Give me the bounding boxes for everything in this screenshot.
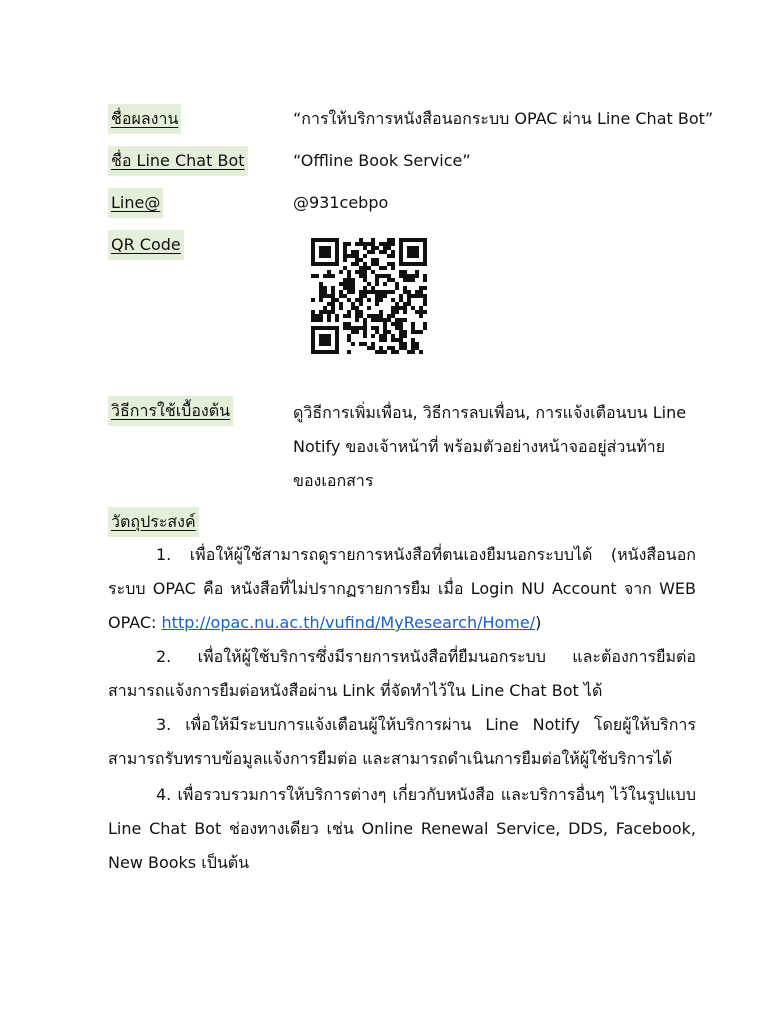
objectives-label: วัตถุประสงค์ [108,507,199,537]
objective-text: 4. เพื่อรวบรวมการให้บริการต่างๆ เกี่ยวกับหนังสือ และบริการอื่นๆ ไว้ในรูปแบบ Line Chat Bot ช่องทางเดียว เช่น Online Renewal Service, DDS, Facebook, New Books เป็นต้น [108,785,696,872]
usage-line: ดูวิธีการเพิ่มเพื่อน, วิธีการลบเพื่อน, การแจ้งเตือนบน Line [293,403,687,422]
opac-link[interactable]: http://opac.nu.ac.th/vufind/MyResearch/Home/ [161,613,536,632]
usage-description [293,396,713,498]
usage-line: ของเอกสาร [293,471,374,490]
usage-line: Notify ของเจ้าหน้าที่ พร้อมตัวอย่างหน้าจออยู่ส่วนท้าย [293,437,666,456]
title-value: “การให้บริการหนังสือนอกระบบ OPAC ผ่าน Line Chat Bot” [293,109,714,128]
objective-item-1 [108,538,696,640]
usage-label: วิธีการใช้เบื้องต้น [108,396,233,426]
title-label: ชื่อผลงาน [108,104,181,134]
objective-item-2 [108,640,696,708]
qr-code-icon[interactable] [309,238,429,354]
chatbot-name-label: ชื่อ Line Chat Bot [108,146,248,176]
line-id-value: @931cebpo [293,193,389,212]
chatbot-name-value: “Offline Book Service” [293,151,471,170]
objective-text: 3. เพื่อให้มีระบบการแจ้งเตือนผู้ให้บริการผ่าน Line Notify โดยผู้ให้บริการสามารถรับทราบข้อมูลแจ้งการยืมต่อ และสามารถดำเนินการยืมต่อให้ผู้ใช้บริการได้ [108,715,696,768]
objective-text-end: ) [535,613,542,632]
line-id-label: Line@ [108,188,163,218]
qr-code-label: QR Code [108,230,184,260]
objective-item-4 [108,778,696,880]
objective-text: 2. เพื่อให้ผู้ใช้บริการซึ่งมีรายการหนังสือที่ยืมนอกระบบ และต้องการยืมต่อสามารถแจ้งการยืมต่อหนังสือผ่าน Link ที่จัดทำไว้ใน Line Chat Bot ได้ [108,647,696,700]
objective-item-3 [108,708,696,776]
objective-text: 1. เพื่อให้ผู้ใช้สามารถดูรายการหนังสือที่ตนเองยืมนอกระบบได้ (หนังสือนอกระบบ OPAC คือ หนังสือที่ไม่ปรากฏรายการยืม เมื่อ Login NU Account จาก WEB OPAC: [108,545,696,632]
